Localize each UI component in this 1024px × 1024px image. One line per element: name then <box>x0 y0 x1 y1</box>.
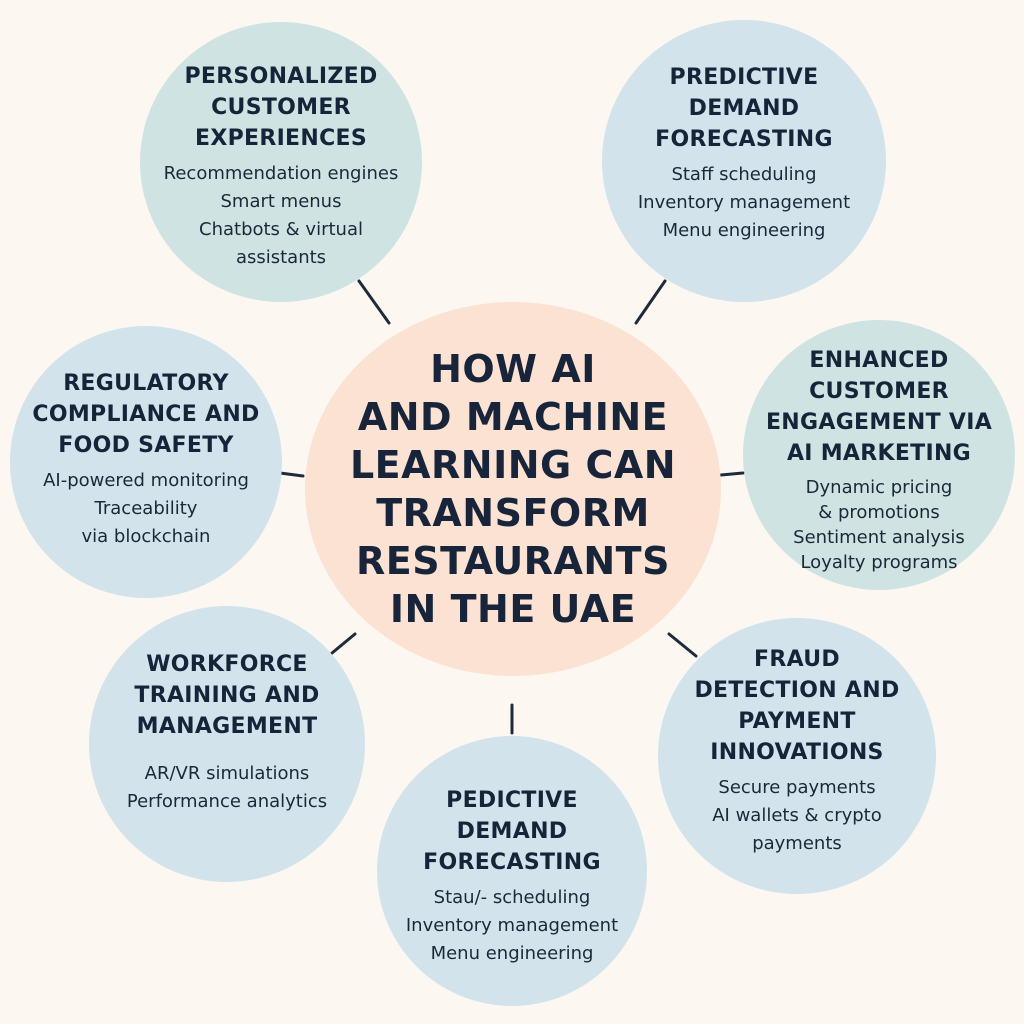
node-title-line: FORECASTING <box>423 849 601 875</box>
node-title-line: MANAGEMENT <box>136 713 318 739</box>
connector-personalized <box>359 281 389 323</box>
node-title-line: PREDICTIVE <box>669 64 819 90</box>
node-regulatory-compliance-food-safety <box>10 326 282 598</box>
node-item: Inventory management <box>637 191 851 213</box>
node-title-line: WORKFORCE <box>146 651 308 677</box>
center-title-line: HOW AI <box>430 347 596 391</box>
node-item: Smart menus <box>220 190 342 212</box>
connector-fraud <box>669 634 696 656</box>
node-item: AI-powered monitoring <box>43 469 249 491</box>
node-title-line: CUSTOMER <box>211 94 351 120</box>
node-title-line: ENGAGEMENT VIA <box>765 410 993 435</box>
node-title-line: TRAINING AND <box>134 682 320 708</box>
node-title-line: PEDICTIVE <box>446 787 578 813</box>
node-item: payments <box>752 833 842 854</box>
node-title-line: CUSTOMER <box>809 379 949 404</box>
node-item: assistants <box>235 246 327 268</box>
node-title-line: ENHANCED <box>809 348 949 373</box>
node-personalized-customer-experiences <box>140 22 422 302</box>
node-title-line: FOOD SAFETY <box>58 432 234 458</box>
center-topic-circle <box>305 302 721 676</box>
node-item: Inventory management <box>405 914 619 936</box>
node-title <box>184 61 377 154</box>
node-title <box>423 785 601 878</box>
node-title <box>32 368 259 461</box>
node-item: Staff scheduling <box>671 163 817 185</box>
node-title-line: EXPERIENCES <box>194 125 368 151</box>
node-title-line: REGULATORY <box>63 370 229 396</box>
node-items <box>638 161 850 245</box>
node-item: Secure payments <box>718 777 876 798</box>
center-title-line: AND MACHINE <box>357 395 669 439</box>
node-items <box>793 475 965 575</box>
node-item: AR/VR simulations <box>144 762 310 784</box>
node-title <box>766 345 992 469</box>
node-predictive-demand-forecasting-bottom <box>377 736 647 1006</box>
node-item: Loyalty programs <box>800 552 958 573</box>
node-items <box>164 160 399 272</box>
node-items <box>406 884 618 968</box>
node-item: Traceability <box>94 497 198 519</box>
node-item: & promotions <box>818 502 940 523</box>
node-title-line: PAYMENT <box>738 709 856 734</box>
node-workforce-training-management <box>89 606 365 882</box>
node-item: Menu engineering <box>430 942 594 964</box>
node-title <box>694 644 899 768</box>
connector-predictive-top <box>636 281 665 323</box>
node-title-line: DEMAND <box>688 95 800 121</box>
node-items <box>127 760 327 816</box>
node-title-line: AI MARKETING <box>786 441 972 466</box>
node-predictive-demand-forecasting-top <box>602 20 886 302</box>
node-item: Performance analytics <box>126 790 328 812</box>
node-items <box>43 467 249 551</box>
node-title-line: PERSONALIZED <box>184 63 378 89</box>
connector-regulatory <box>280 473 303 476</box>
node-title <box>655 62 833 155</box>
node-fraud-detection-payment <box>658 618 936 894</box>
center-title <box>350 345 676 633</box>
node-title-line: COMPLIANCE AND <box>32 401 260 427</box>
connector-engagement <box>721 473 743 475</box>
node-item: via blockchain <box>81 525 211 547</box>
center-title-line: LEARNING CAN <box>349 443 677 487</box>
node-items <box>712 774 882 858</box>
center-title-line: IN THE UAE <box>389 587 637 631</box>
node-item: Recommendation engines <box>163 162 399 184</box>
node-title-line: FORECASTING <box>655 126 833 152</box>
node-item: Stau/- scheduling <box>433 886 591 908</box>
node-item: Menu engineering <box>662 219 826 241</box>
node-item: Chatbots & virtual <box>199 218 363 240</box>
node-title-line: DETECTION AND <box>694 678 900 703</box>
node-item: Dynamic pricing <box>805 477 953 498</box>
node-title-line: DEMAND <box>456 818 568 844</box>
center-title-line: RESTAURANTS <box>356 539 670 583</box>
node-title-line: FRAUD <box>754 647 840 672</box>
node-enhanced-customer-engagement <box>743 320 1015 590</box>
node-item: AI wallets & crypto <box>712 805 882 826</box>
node-title <box>134 649 319 742</box>
center-title-line: TRANSFORM <box>376 491 650 535</box>
node-item: Sentiment analysis <box>793 527 965 548</box>
node-title-line: INNOVATIONS <box>710 740 884 765</box>
